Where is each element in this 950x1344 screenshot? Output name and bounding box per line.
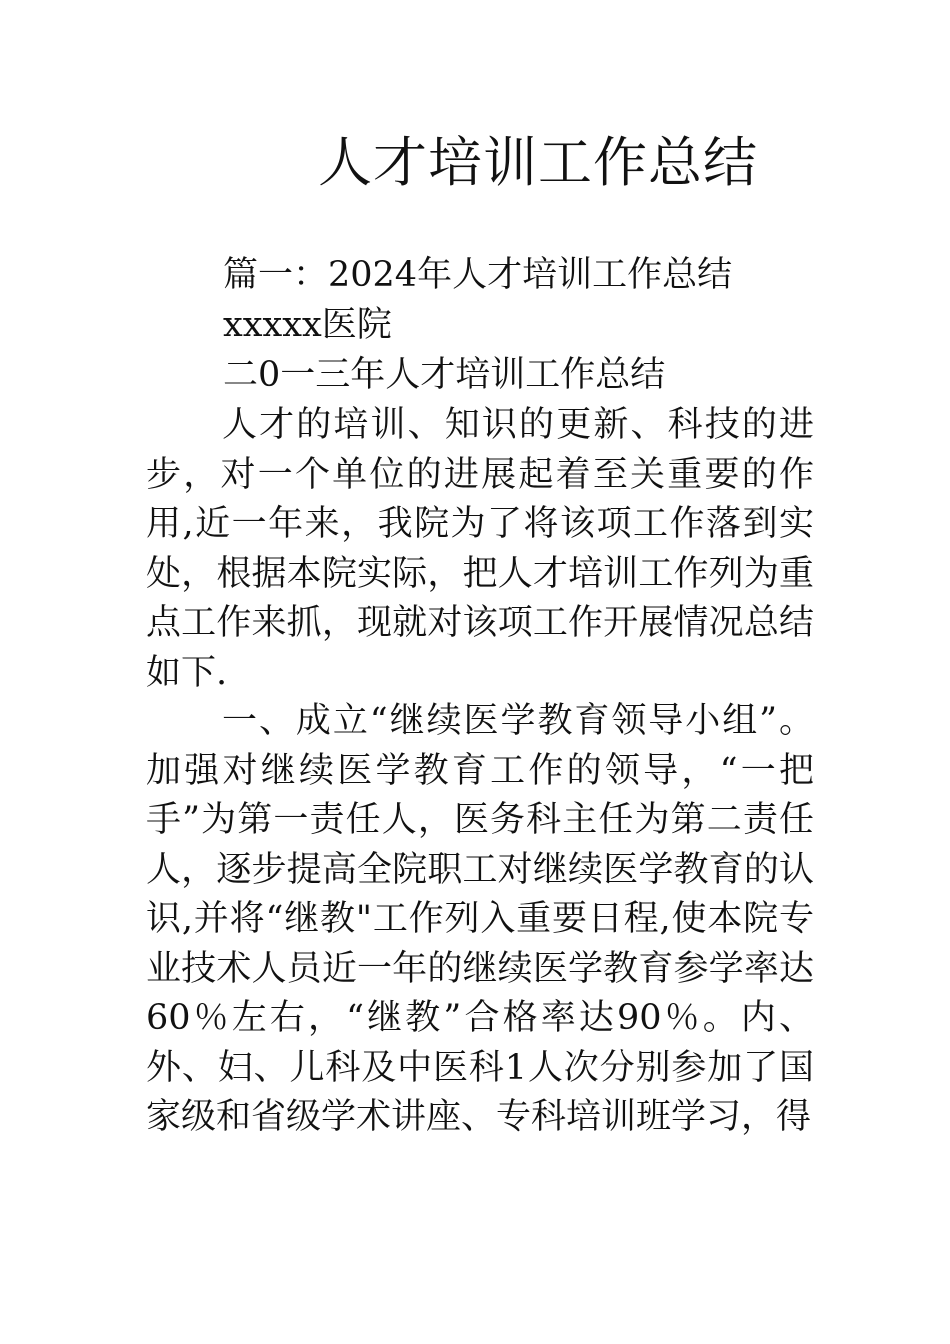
subtitle-line: 篇一：2024年人才培训工作总结	[223, 255, 733, 295]
paragraph-section-one: 一、成立“继续医学教育领导小组”。加强对继续医学教育工作的领导，“一把手”为第一责任人，医务科主任为第二责任人，逐步提高全院职工对继续医学教育的认识,并将“继教"工作列入重要日程,使本院专业技术人员近一年的继续医学教育参学率达60％左右，“继教”合格率达90％。内、外、妇、儿科及中医科1人次分别参加了国家级和省级学术讲座、专科培训班学习，得	[146, 701, 814, 1137]
paragraph-intro: 人才的培训、知识的更新、科技的进步，对一个单位的进展起着至关重要的作用,近一年来，我院为了将该项工作落到实处，根据本院实际，把人才培训工作列为重点工作来抓，现就对该项工作开展情况总结如下.	[146, 405, 814, 693]
hospital-name-line: xxxxx医院	[223, 305, 392, 345]
document-title: 人才培训工作总结	[318, 131, 758, 194]
year-summary-line: 二0一三年人才培训工作总结	[223, 355, 666, 395]
